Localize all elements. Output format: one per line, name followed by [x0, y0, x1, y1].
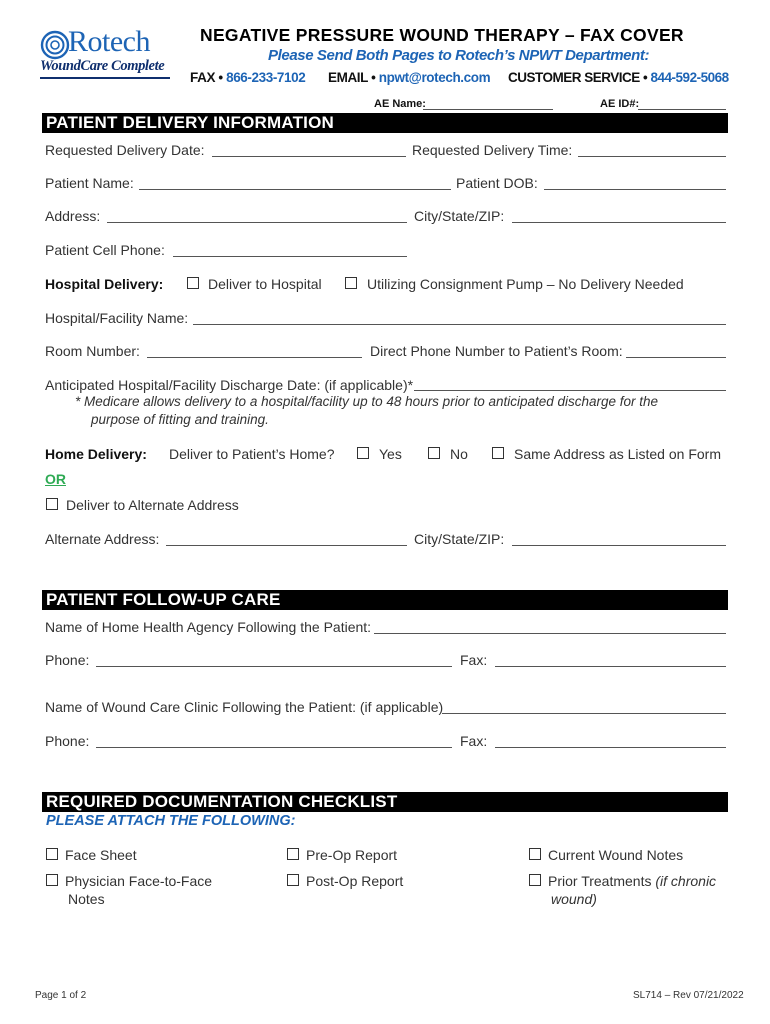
consignment-pump-checkbox[interactable]	[345, 277, 357, 289]
requested-date-label: Requested Delivery Date:	[45, 142, 205, 158]
wound-clinic-phone-label: Phone:	[45, 733, 90, 749]
section-header-followup	[42, 590, 728, 610]
or-separator: OR	[45, 471, 66, 487]
section-title-delivery: PATIENT DELIVERY INFORMATION	[46, 113, 334, 132]
post-op-checkbox[interactable]	[287, 874, 299, 886]
home-no-label: No	[450, 446, 468, 462]
rotech-logo	[38, 25, 174, 78]
ae-name-label: AE Name:	[374, 98, 426, 110]
alternate-address-option-label: Deliver to Alternate Address	[66, 497, 239, 513]
home-health-fax-field[interactable]	[495, 666, 726, 667]
face-sheet-checkbox[interactable]	[46, 848, 58, 860]
prior-treatments-checkbox[interactable]	[529, 874, 541, 886]
email-row	[328, 70, 490, 85]
hospital-delivery-label: Hospital Delivery:	[45, 276, 164, 292]
section-header-delivery	[42, 113, 728, 133]
direct-phone-field[interactable]	[626, 357, 726, 358]
deliver-to-hospital-checkbox[interactable]	[187, 277, 199, 289]
alt-city-state-zip-label: City/State/ZIP:	[414, 531, 505, 547]
home-health-phone-label: Phone:	[45, 652, 90, 668]
cell-phone-label: Patient Cell Phone:	[45, 242, 165, 258]
home-delivery-label: Home Delivery:	[45, 446, 147, 462]
physician-face-to-face-label-2: Notes	[68, 891, 105, 907]
facility-name-field[interactable]	[193, 324, 726, 325]
prior-treatments-label-2: wound)	[551, 891, 597, 907]
post-op-label: Post-Op Report	[306, 873, 404, 889]
alternate-address-checkbox[interactable]	[46, 498, 58, 510]
prior-treatments-label	[548, 873, 716, 889]
section-title-followup: PATIENT FOLLOW-UP CARE	[46, 590, 281, 609]
consignment-pump-label: Utilizing Consignment Pump – No Delivery Needed	[367, 276, 684, 292]
discharge-date-field[interactable]	[414, 390, 726, 391]
logo-underline	[40, 77, 170, 79]
fax-number: 866-233-7102	[226, 70, 306, 85]
pre-op-checkbox[interactable]	[287, 848, 299, 860]
address-label: Address:	[45, 208, 101, 224]
fax-label: FAX •	[190, 70, 223, 85]
city-state-zip-label: City/State/ZIP:	[414, 208, 505, 224]
address-field[interactable]	[107, 222, 407, 223]
facility-name-label: Hospital/Facility Name:	[45, 310, 189, 326]
contact-row	[190, 70, 305, 85]
cell-phone-field[interactable]	[173, 256, 407, 257]
ae-name-field[interactable]	[423, 109, 553, 110]
home-health-label: Name of Home Health Agency Following the Patient:	[45, 619, 372, 635]
email-link[interactable]: npwt@rotech.com	[378, 70, 491, 85]
discharge-date-label: Anticipated Hospital/Facility Discharge Date: (if applicable)*	[45, 377, 414, 393]
same-address-label: Same Address as Listed on Form	[514, 446, 721, 462]
home-health-field[interactable]	[374, 633, 726, 634]
home-health-fax-label: Fax:	[460, 652, 488, 668]
section-title-checklist: REQUIRED DOCUMENTATION CHECKLIST	[46, 792, 398, 811]
home-no-checkbox[interactable]	[428, 447, 440, 459]
physician-face-to-face-checkbox[interactable]	[46, 874, 58, 886]
customer-service-number: 844-592-5068	[650, 70, 729, 85]
current-wound-notes-label: Current Wound Notes	[548, 847, 684, 863]
alternate-address-field[interactable]	[166, 545, 407, 546]
section-header-checklist	[42, 792, 728, 812]
page-subtitle: Please Send Both Pages to Rotech’s NPWT Department:	[268, 47, 650, 64]
logo-brand-text: Rotech	[68, 25, 150, 58]
wound-clinic-fax-label: Fax:	[460, 733, 488, 749]
direct-phone-label: Direct Phone Number to Patient’s Room:	[370, 343, 623, 359]
room-number-field[interactable]	[147, 357, 362, 358]
wound-clinic-label: Name of Wound Care Clinic Following the Patient: (if applicable)	[45, 699, 444, 715]
medicare-note-line-2: purpose of fitting and training.	[91, 412, 269, 427]
revision-code: SL714 – Rev 07/21/2022	[633, 990, 744, 1001]
ae-id-field[interactable]	[638, 109, 726, 110]
deliver-to-hospital-label: Deliver to Hospital	[208, 276, 322, 292]
logo-sub-text: WoundCare Complete	[40, 58, 165, 74]
wound-clinic-fax-field[interactable]	[495, 747, 726, 748]
wound-clinic-field[interactable]	[442, 713, 726, 714]
requested-time-label: Requested Delivery Time:	[412, 142, 573, 158]
home-yes-label: Yes	[379, 446, 402, 462]
current-wound-notes-checkbox[interactable]	[529, 848, 541, 860]
deliver-home-question: Deliver to Patient’s Home?	[169, 446, 335, 462]
same-address-checkbox[interactable]	[492, 447, 504, 459]
wound-clinic-phone-field[interactable]	[96, 747, 452, 748]
physician-face-to-face-label-1: Physician Face-to-Face	[65, 873, 213, 889]
ae-id-label: AE ID#:	[600, 98, 640, 110]
pre-op-label: Pre-Op Report	[306, 847, 398, 863]
home-yes-checkbox[interactable]	[357, 447, 369, 459]
medicare-note-line-1: * Medicare allows delivery to a hospital/facility up to 48 hours prior to anticipated discharge for the	[75, 394, 659, 409]
alt-city-state-zip-field[interactable]	[512, 545, 726, 546]
patient-name-label: Patient Name:	[45, 175, 134, 191]
prior-treatments-italic: (if chronic	[655, 873, 717, 889]
attach-instruction: PLEASE ATTACH THE FOLLOWING:	[46, 813, 296, 829]
patient-name-field[interactable]	[139, 189, 451, 190]
page-title: NEGATIVE PRESSURE WOUND THERAPY – FAX COVER	[200, 25, 684, 45]
room-number-label: Room Number:	[45, 343, 140, 359]
city-state-zip-field[interactable]	[512, 222, 726, 223]
face-sheet-label: Face Sheet	[65, 847, 137, 863]
logo-swirl-icon	[40, 30, 70, 60]
customer-service-label: CUSTOMER SERVICE •	[508, 70, 648, 85]
requested-date-field[interactable]	[212, 156, 406, 157]
patient-dob-label: Patient DOB:	[456, 175, 538, 191]
home-health-phone-field[interactable]	[96, 666, 452, 667]
customer-service-row	[508, 70, 729, 85]
requested-time-field[interactable]	[578, 156, 726, 157]
prior-treatments-text: Prior Treatments	[548, 873, 652, 889]
alternate-address-label: Alternate Address:	[45, 531, 160, 547]
page-number: Page 1 of 2	[35, 990, 87, 1001]
email-label: EMAIL •	[328, 70, 376, 85]
patient-dob-field[interactable]	[544, 189, 726, 190]
